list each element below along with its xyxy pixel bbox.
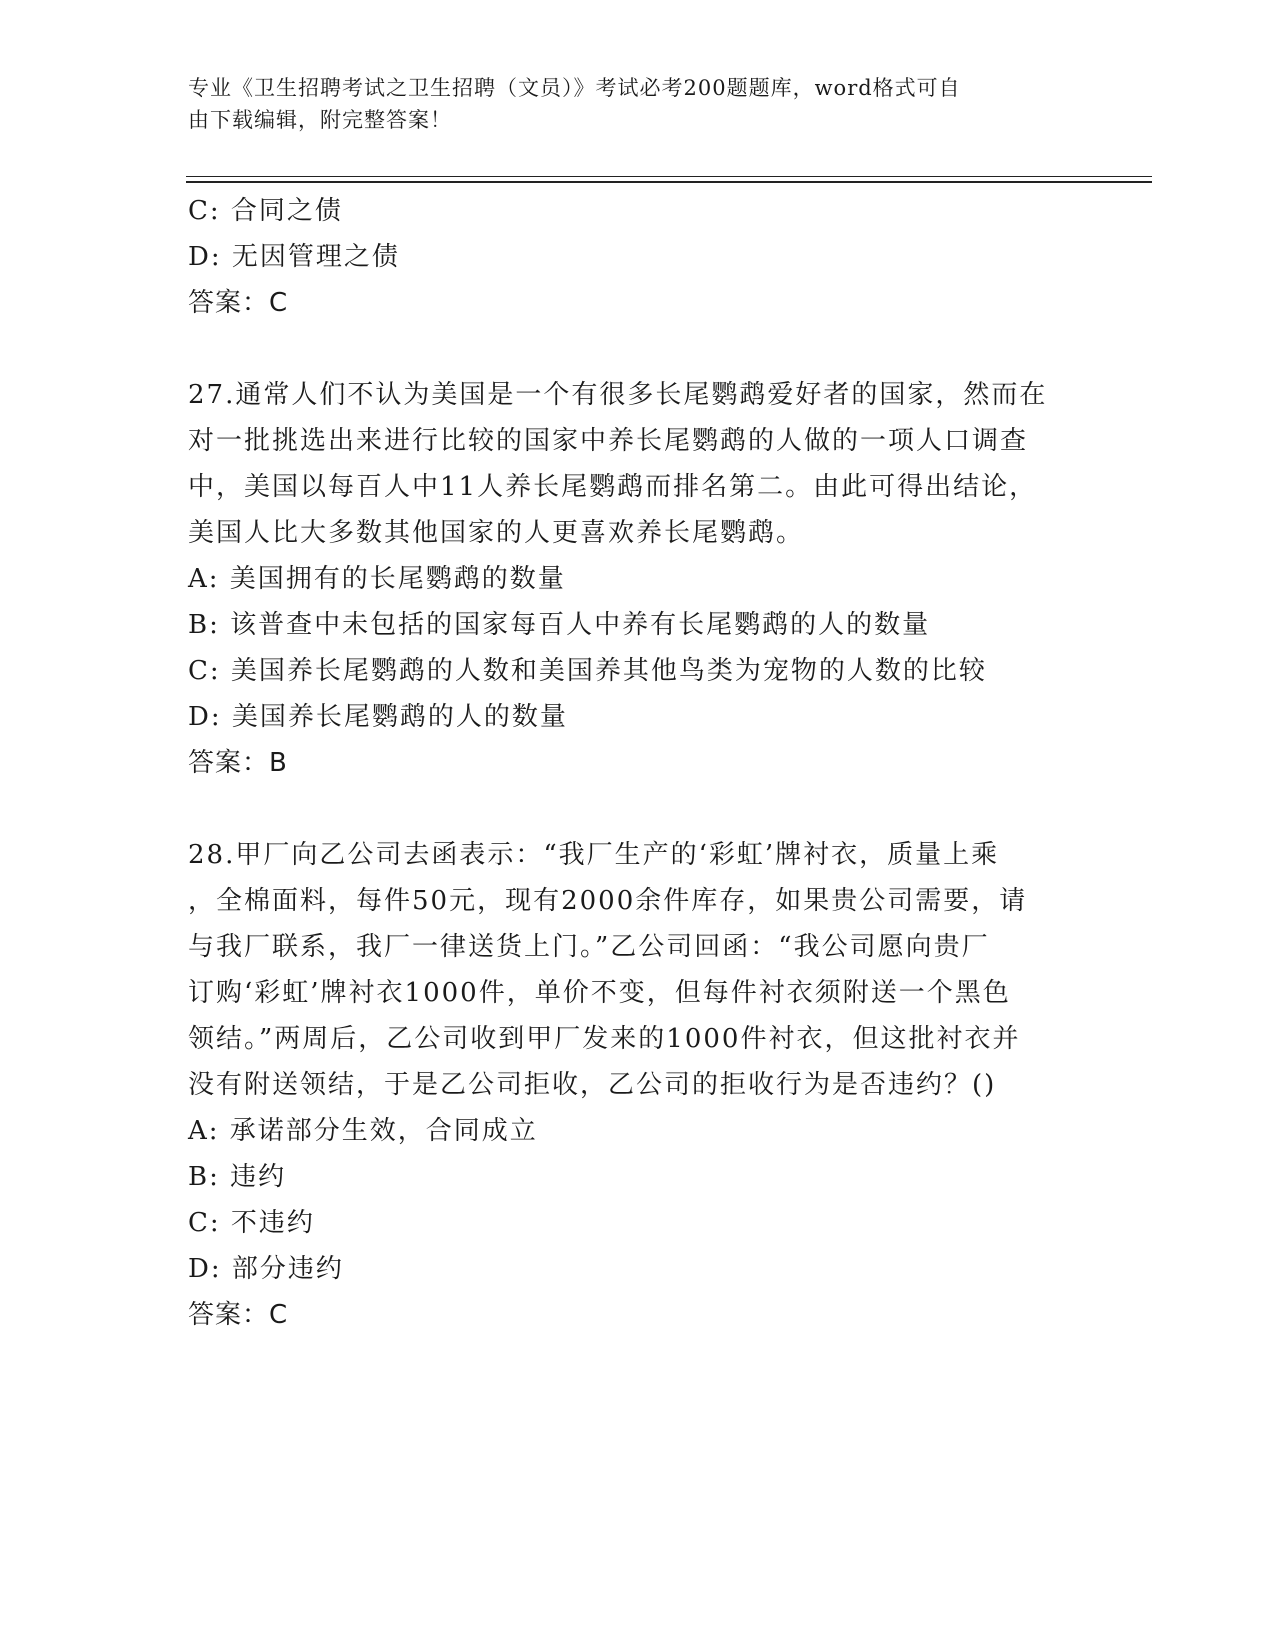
header-divider-thin	[186, 176, 1152, 177]
q26-option-d: D: 无因管理之债	[188, 242, 400, 272]
q27-stem-line: 中，美国以每百人中11人养长尾鹦鹉而排名第二。由此可得出结论，	[188, 472, 1038, 502]
q28-stem-line: 订购‘彩虹’牌衬衣1000件，单价不变，但每件衬衣须附送一个黑色	[188, 978, 1011, 1008]
q28-stem-line: 领结。”两周后，乙公司收到甲厂发来的1000件衬衣，但这批衬衣并	[188, 1024, 1021, 1054]
question-spacer	[188, 786, 1088, 832]
q28-option-d: D: 部分违约	[188, 1254, 344, 1284]
header-line-2: 由下载编辑，附完整答案！	[188, 108, 452, 132]
q28-stem-line: ，全棉面料，每件50元，现有2000余件库存，如果贵公司需要，请	[188, 886, 1028, 916]
q26-option-c: C: 合同之债	[188, 196, 343, 226]
q28-stem-line: 与我厂联系，我厂一律送货上门。”乙公司回函：“我公司愿向贵厂	[188, 932, 990, 962]
q28-answer: 答案：C	[188, 1300, 289, 1330]
q27-stem-line: 美国人比大多数其他国家的人更喜欢养长尾鹦鹉。	[188, 518, 805, 548]
q27-option-b: B: 该普查中未包括的国家每百人中养有长尾鹦鹉的人的数量	[188, 610, 931, 640]
q27-stem-line: 对一批挑选出来进行比较的国家中养长尾鹦鹉的人做的一项人口调查	[188, 426, 1029, 456]
question-spacer	[188, 326, 1088, 372]
q27-answer: 答案：B	[188, 748, 288, 778]
q26-answer: 答案：C	[188, 288, 289, 318]
q28-option-b: B: 违约	[188, 1162, 287, 1192]
q27-option-d: D: 美国养长尾鹦鹉的人的数量	[188, 702, 568, 732]
q27-stem-line: 27.通常人们不认为美国是一个有很多长尾鹦鹉爱好者的国家，然而在	[188, 380, 1048, 410]
q27-option-c: C: 美国养长尾鹦鹉的人数和美国养其他鸟类为宠物的人数的比较	[188, 656, 987, 686]
q28-stem-line: 28.甲厂向乙公司去函表示：“我厂生产的‘彩虹’牌衬衣，质量上乘	[188, 840, 1000, 870]
q28-stem-line: 没有附送领结，于是乙公司拒收，乙公司的拒收行为是否违约？()	[188, 1070, 997, 1100]
header-line-1: 专业《卫生招聘考试之卫生招聘（文员）》考试必考200题题库，word格式可自	[188, 76, 961, 100]
q28-option-a: A: 承诺部分生效，合同成立	[188, 1116, 538, 1146]
question-content	[188, 188, 1088, 1338]
q27-option-a: A: 美国拥有的长尾鹦鹉的数量	[188, 564, 566, 594]
q28-option-c: C: 不违约	[188, 1208, 315, 1238]
document-header	[188, 72, 1068, 136]
header-divider-thick	[186, 181, 1152, 183]
